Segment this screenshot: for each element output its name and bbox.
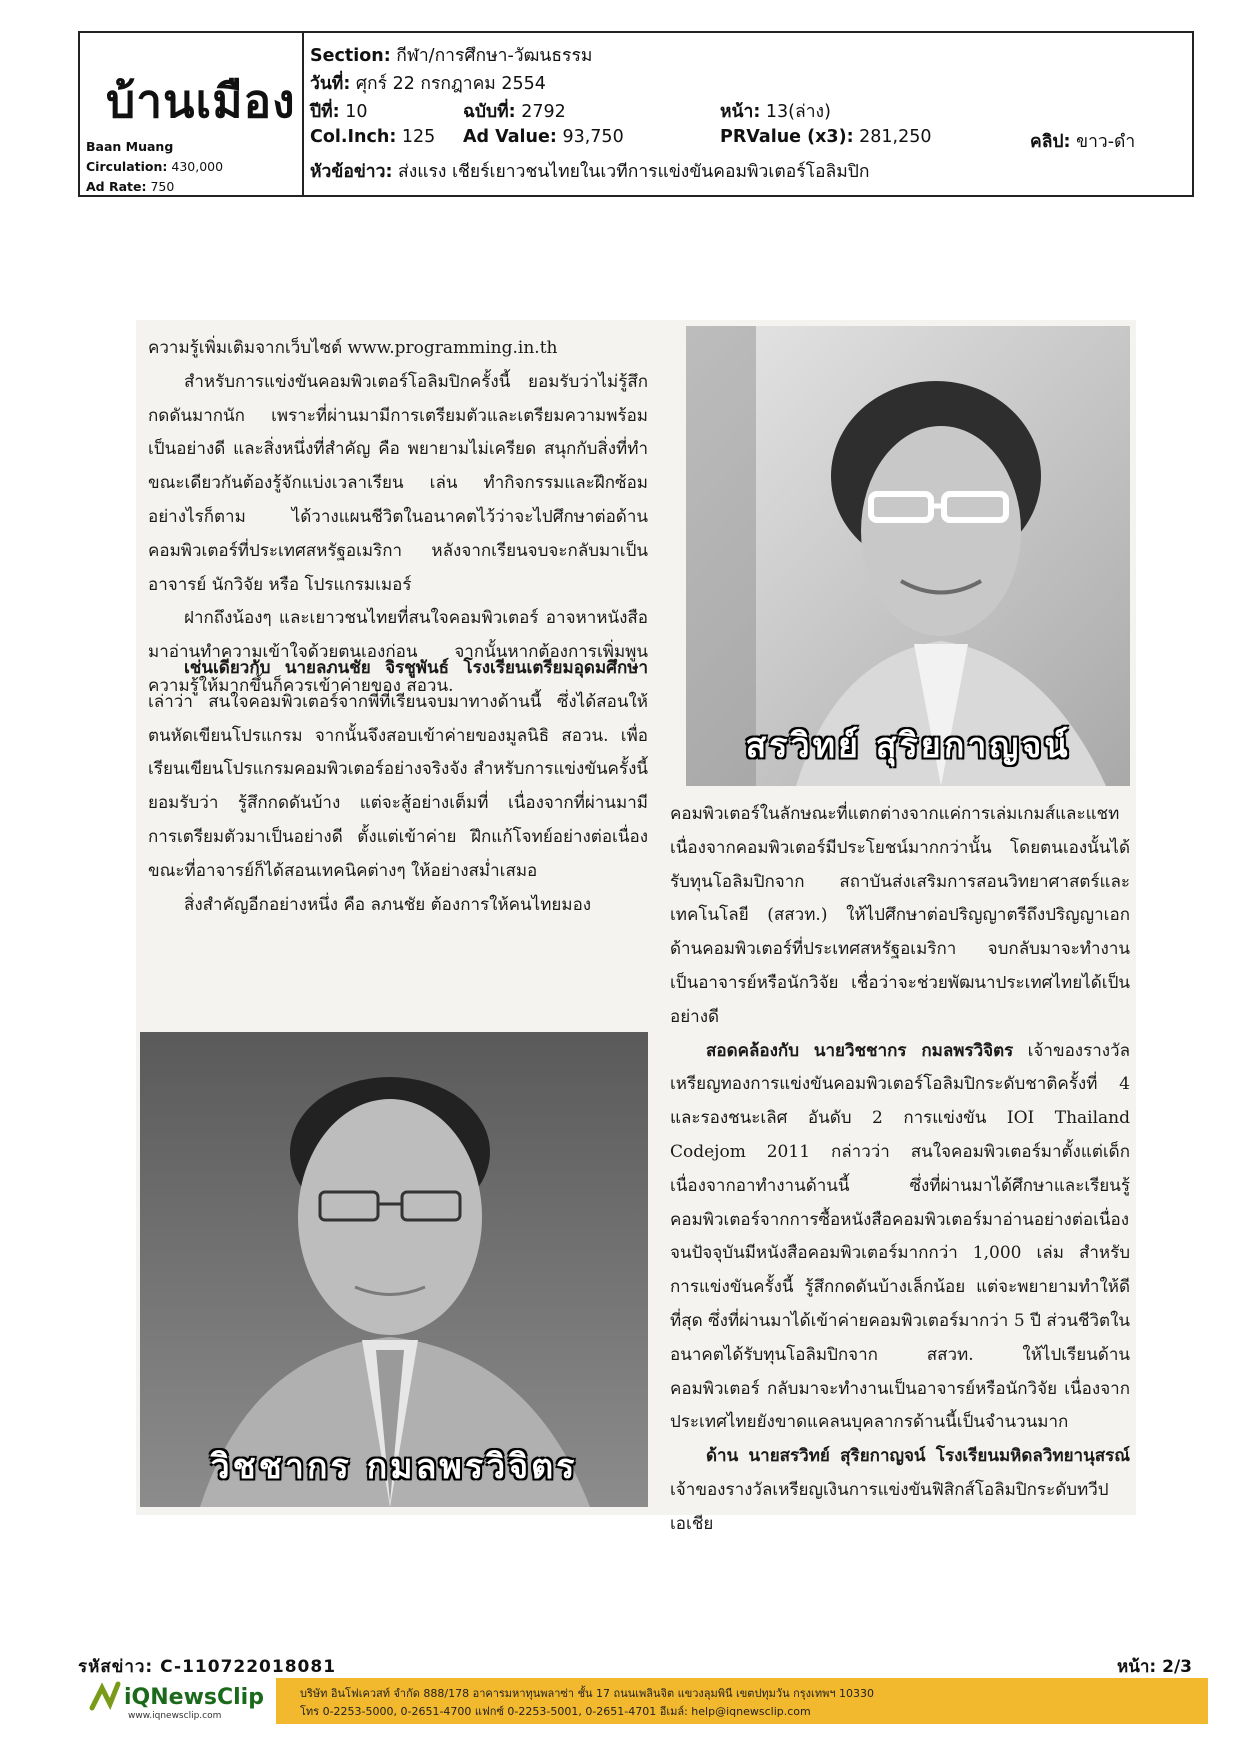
year-label: ปีที่: xyxy=(310,102,340,122)
circulation-label: Circulation: xyxy=(86,159,168,174)
left-column-top xyxy=(148,332,648,704)
page-value: 13(ล่าง) xyxy=(765,102,831,122)
date-label: วันที่: xyxy=(310,74,351,94)
circulation-value: 430,000 xyxy=(171,159,224,174)
clip-type-cell xyxy=(1030,127,1135,155)
year-value: 10 xyxy=(345,102,368,122)
paragraph-7-lead: ด้าน นายสรวิทย์ สุริยกาญจน์ โรงเรียนมหิดลวิทยานุสรณ์ xyxy=(706,1446,1130,1467)
clip-header xyxy=(78,31,1194,197)
left-column-middle xyxy=(148,652,648,922)
photo-sorawit xyxy=(686,326,1130,786)
col-inch-cell xyxy=(310,127,435,147)
paragraph-1: ความรู้เพิ่มเติมจากเว็บไซต์ www.programming.in.th xyxy=(148,338,558,358)
ad-value-label: Ad Value: xyxy=(463,127,557,147)
headline-row xyxy=(310,157,870,185)
portrait-image xyxy=(140,1032,648,1507)
issue-label: ฉบับที่: xyxy=(463,102,516,122)
publication-name: Baan Muang xyxy=(86,139,174,154)
ad-rate-value: 750 xyxy=(150,179,175,194)
ad-rate-label: Ad Rate: xyxy=(86,179,147,194)
publication-logo: บ้านเมือง xyxy=(106,74,296,128)
page-cell xyxy=(720,97,831,125)
paragraph-5-continued: คอมพิวเตอร์ในลักษณะที่แตกต่างจากแค่การเล่มเกมส์และแชท เนื่องจากคอมพิวเตอร์มีประโยชน์มากกว่านั้น โดยตนเองนั้นได้รับทุนโอลิมปิกจาก สถาบันส่งเสริมการสอนวิทยาศาสตร์และเทคโนโลยี (สสวท.) ให้ไปศึกษาต่อปริญญาตรีถึงปริญญาเอก ด้านคอมพิวเตอร์ที่ประเทศสหรัฐอเมริกา จบกลับมาจะทำงานเป็นอาจารย์หรือนักวิจัย เชื่อว่าจะช่วยพัฒนาประเทศไทยได้เป็นอย่างดี xyxy=(670,804,1130,1027)
iqnewsclip-logo xyxy=(88,1678,268,1722)
paragraph-4-body: เล่าว่า สนใจคอมพิวเตอร์จากพี่ที่เรียนจบมาทางด้านนี้ ซึ่งได้สอนให้ตนหัดเขียนโปรแกรม จากนั้นจึงสอบเข้าค่ายของมูลนิธิ สอวน. เพื่อเรียนเขียนโปรแกรมคอมพิวเตอร์อย่างจริงจัง สำหรับการแข่งขันครั้งนี้ ยอมรับว่า รู้สึกกดดันบ้าง แต่จะสู้อย่างเต็มที่ เนื่องจากที่ผ่านมามีการเตรียมตัวมาเป็นอย่างดี ตั้งแต่เข้าค่าย ฝึกแก้โจทย์อย่างต่อเนื่อง ขณะที่อาจารย์ก็ได้สอนเทคนิคต่างๆ ให้อย่างสม่ำเสมอ xyxy=(148,691,648,881)
clip-meta-panel xyxy=(310,33,1192,195)
section-row xyxy=(310,41,592,69)
page-label: หน้า: xyxy=(720,102,761,122)
news-code-value: C-110722018081 xyxy=(160,1657,337,1677)
paragraph-5: สิ่งสำคัญอีกอย่างหนึ่ง คือ ลภนชัย ต้องการให้คนไทยมอง xyxy=(184,894,592,915)
company-info-band xyxy=(276,1678,1208,1724)
company-contact: โทร 0-2253-5000, 0-2651-4700 แฟกซ์ 0-2253-5001, 0-2651-4701 อีเมล์: help@iqnewsclip.com xyxy=(300,1705,811,1718)
paragraph-4 xyxy=(148,652,648,889)
paragraph-6-body: เจ้าของรางวัลเหรียญทองการแข่งขันคอมพิวเตอร์โอลิมปิกระดับชาติครั้งที่ 4 และรองชนะเลิศ อันดับ 2 การแข่งขัน IOI Thailand Codejom 2011 กล่าวว่า สนใจคอมพิวเตอร์มาตั้งแต่เด็ก เนื่องจากอาทำงานด้านนี้ ซึ่งที่ผ่านมาได้ศึกษาและเรียนรู้คอมพิวเตอร์จากการซื้อหนังสือคอมพิวเตอร์มาอ่านอย่างต่อเนื่อง จนปัจจุบันมีหนังสือคอมพิวเตอร์มากกว่า 1,000 เล่ม สำหรับการแข่งขันครั้งนี้ รู้สึกกดดันบ้างเล็กน้อย แต่จะพยายามทำให้ดีที่สุด ซึ่งที่ผ่านมาได้เข้าค่ายคอมพิวเตอร์มากว่า 5 ปี ส่วนชีวิตในอนาคตได้รับทุนโอลิมปิกจาก สสวท. ให้ไปเรียนด้านคอมพิวเตอร์ กลับมาจะทำงานเป็นอาจารย์หรือนักวิจัย เนื่องจากประเทศไทยยังขาดแคลนบุคลากรด้านนี้เป็นจำนวนมาก xyxy=(670,1040,1131,1433)
headline-label: หัวข้อข่าว: xyxy=(310,162,393,182)
paragraph-7 xyxy=(670,1440,1130,1541)
headline-value: ส่งแรง เชียร์เยาวชนไทยในเวทีการแข่งขันคอมพิวเตอร์โอลิมปิก xyxy=(398,162,870,182)
year-cell xyxy=(310,97,368,125)
photo-witchakorn xyxy=(140,1032,648,1507)
news-code-label: รหัสข่าว: xyxy=(78,1657,154,1677)
caption-witchakorn: วิชชากร กมลพรวิจิตร xyxy=(210,1447,578,1487)
paragraph-2: สำหรับการแข่งขันคอมพิวเตอร์โอลิมปิกครั้งนี้ ยอมรับว่าไม่รู้สึกกดดันมากนัก เพราะที่ผ่านมามีการเตรียมตัวและเตรียมความพร้อมเป็นอย่างดี และสิ่งหนึ่งที่สำคัญ คือ พยายามไม่เครียด สนุกกับสิ่งที่ทำ ขณะเดียวกันต้องรู้จักแบ่งเวลาเรียน เล่น ทำกิจกรรมและฝึกซ้อม อย่างไรก็ตาม ได้วางแผนชีวิตในอนาคตไว้ว่าจะไปศึกษาต่อด้านคอมพิวเตอร์ที่ประเทศสหรัฐอเมริกา หลังจากเรียนจบจะกลับมาเป็นอาจารย์ นักวิจัย หรือ โปรแกรมเมอร์ xyxy=(148,371,648,595)
page-number xyxy=(1117,1653,1192,1680)
paragraph-7-body: เจ้าของรางวัลเหรียญเงินการแข่งขันฟิสิกส์โอลิมปิกระดับทวีปเอเชีย xyxy=(670,1479,1109,1534)
page-number-value: 2/3 xyxy=(1162,1657,1192,1677)
page-number-label: หน้า: xyxy=(1117,1657,1157,1677)
clip-type-value: ขาว-ดำ xyxy=(1076,132,1136,152)
section-label: Section: xyxy=(310,46,391,66)
news-code xyxy=(78,1653,336,1680)
caption-sorawit: สรวิทย์ สุริยกาญจน์ xyxy=(745,726,1071,766)
right-column-middle xyxy=(670,798,1130,1542)
company-address: บริษัท อินโฟเควสท์ จำกัด 888/178 อาคารมหาทุนพลาซ่า ชั้น 17 ถนนเพลินจิต แขวงลุมพินี เขตปทุมวัน กรุงเทพฯ 10330 xyxy=(300,1687,874,1700)
pr-value-label: PRValue (x3): xyxy=(720,127,854,147)
ad-value-cell xyxy=(463,127,624,147)
portrait-image xyxy=(686,326,1130,786)
article-scan xyxy=(136,320,1136,1534)
ad-value-value: 93,750 xyxy=(562,127,624,147)
paragraph-6 xyxy=(670,1035,1130,1441)
clip-type-label: คลิป: xyxy=(1030,132,1071,152)
paragraph-4-lead: เช่นเดียวกับ นายลภนชัย จิรชูพันธ์ โรงเรียนเตรียมอุดมศึกษา xyxy=(184,658,648,678)
date-value: ศุกร์ 22 กรกฎาคม 2554 xyxy=(355,74,546,94)
paragraph-3: ฝากถึงน้องๆ และเยาวชนไทยที่สนใจคอมพิวเตอร์ อาจหาหนังสือมาอ่านทำความเข้าใจด้วยตนเองก่อน จากนั้นหากต้องการเพิ่มพูนความรู้ให้มากขึ้นก็ควรเข้าค่ายของ สอวน. xyxy=(148,608,648,696)
publication-panel xyxy=(80,33,304,195)
pr-value-value: 281,250 xyxy=(859,127,932,147)
date-row xyxy=(310,69,546,97)
pr-value-cell xyxy=(720,127,932,147)
logo-text: iQNewsClip xyxy=(124,1685,264,1710)
issue-value: 2792 xyxy=(521,102,566,122)
col-inch-value: 125 xyxy=(401,127,436,147)
logo-icon xyxy=(88,1678,268,1722)
col-inch-label: Col.Inch: xyxy=(310,127,397,147)
publication-meta xyxy=(86,137,223,197)
paragraph-6-lead: สอดคล้องกับ นายวิชชากร กมลพรวิจิตร xyxy=(706,1040,1014,1061)
section-value: กีฬา/การศึกษา-วัฒนธรรม xyxy=(396,46,593,66)
logo-url: www.iqnewsclip.com xyxy=(128,1711,222,1721)
issue-cell xyxy=(463,97,566,125)
